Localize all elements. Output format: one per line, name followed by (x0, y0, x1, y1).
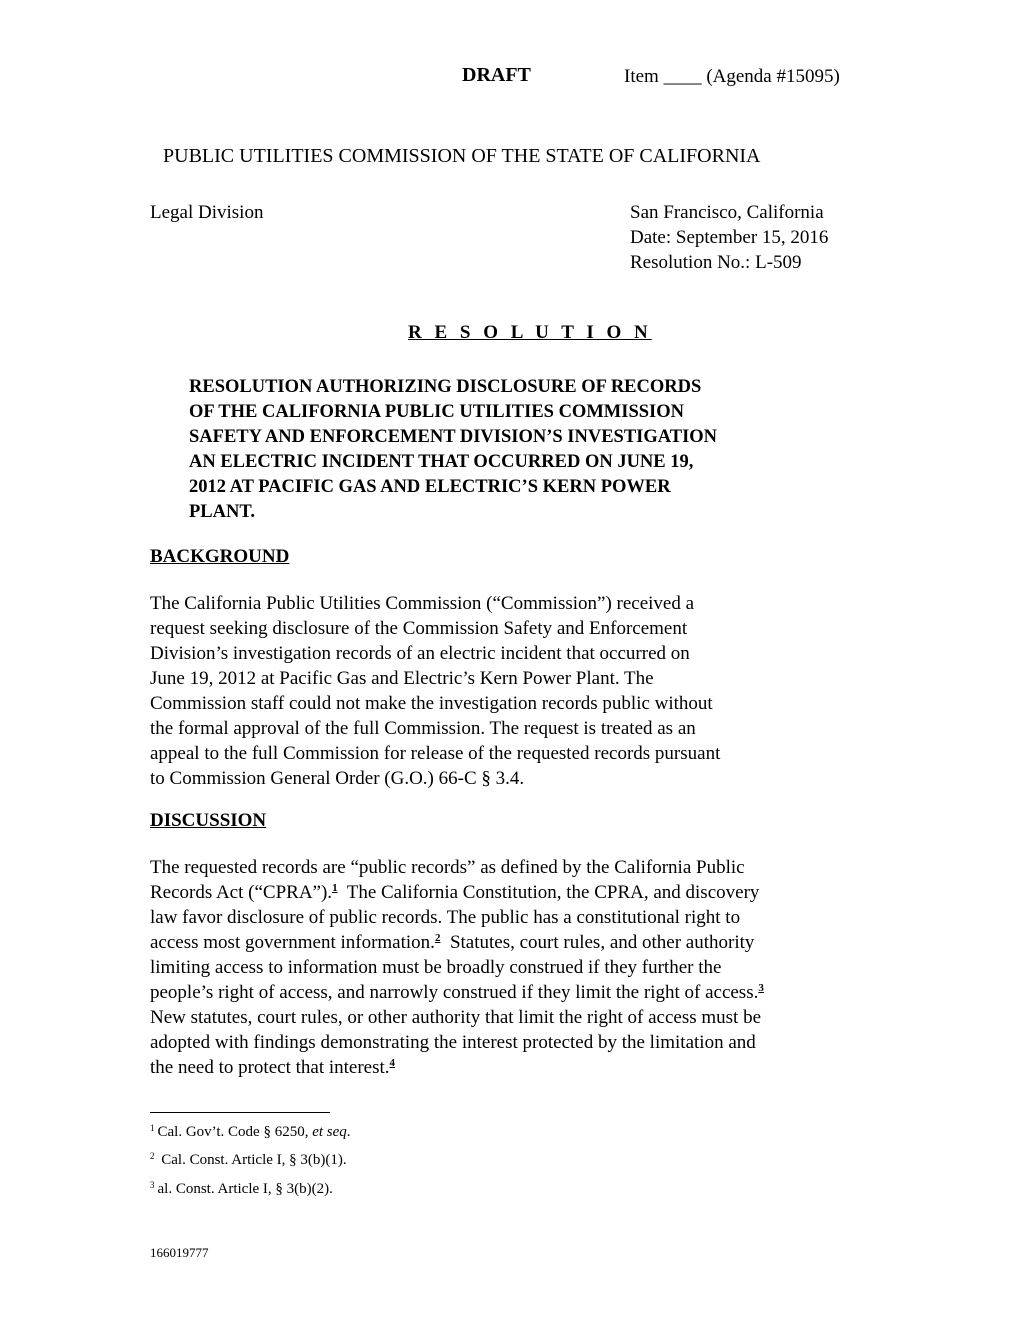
paragraph-line (150, 1055, 870, 1080)
paragraph-line: to Commission General Order (G.O.) 66-C § 3.4. (150, 768, 525, 789)
footnote-ref-3[interactable]: 3 (758, 982, 764, 994)
resolution-heading: R E S O L U T I O N (408, 322, 652, 343)
paragraph-line: adopted with findings demonstrating the interest protected by the limitation and (150, 1032, 756, 1053)
footnote-number: 3 (150, 1180, 155, 1190)
discussion-paragraph (150, 855, 870, 1080)
paragraph-line: June 19, 2012 at Pacific Gas and Electric’s Kern Power Plant. The (150, 668, 654, 689)
paragraph-line: New statutes, court rules, or other authority that limit the right of access must be (150, 1007, 762, 1028)
footnote-italic: et seq (312, 1124, 347, 1140)
draft-label: DRAFT (462, 64, 531, 86)
document-number: 166019777 (150, 1245, 209, 1260)
footnote-ref-1[interactable]: 1 (332, 882, 338, 894)
caption-line: 2012 AT PACIFIC GAS AND ELECTRIC’S KERN POWER (189, 477, 671, 497)
footnote-text: . (346, 1124, 351, 1140)
text-segment: Statutes, court rules, and other authority (440, 932, 755, 953)
caption-line: PLANT. (189, 502, 255, 522)
paragraph-line: The requested records are “public records” as defined by the California Public (150, 857, 745, 878)
paragraph-line (150, 880, 870, 905)
paragraph-line: Division’s investigation records of an electric incident that occurred on (150, 643, 690, 664)
caption-line: SAFETY AND ENFORCEMENT DIVISION’S INVESTIGATION (189, 427, 718, 447)
agency-title: PUBLIC UTILITIES COMMISSION OF THE STATE OF CALIFORNIA (163, 145, 761, 167)
background-paragraph (150, 591, 870, 791)
footnote-divider (150, 1112, 330, 1113)
text-segment: Records Act (“CPRA”). (150, 882, 333, 903)
paragraph-line: law favor disclosure of public records. The public has a constitutional right to (150, 907, 741, 928)
footnote-number: 1 (150, 1123, 155, 1133)
footnote-1 (150, 1124, 351, 1141)
location-label: San Francisco, California (630, 202, 824, 223)
resolution-number: Resolution No.: L-509 (630, 252, 802, 273)
paragraph-line (150, 980, 870, 1005)
caption-line: RESOLUTION AUTHORIZING DISCLOSURE OF RECORDS (189, 377, 702, 397)
text-segment: The California Constitution, the CPRA, and discovery (337, 882, 760, 903)
discussion-heading: DISCUSSION (150, 810, 267, 831)
resolution-caption (189, 375, 829, 525)
background-heading: BACKGROUND (150, 546, 290, 567)
paragraph-line: The California Public Utilities Commission (“Commission”) received a (150, 593, 695, 614)
paragraph-line (150, 930, 870, 955)
text-segment: access most government information. (150, 932, 435, 953)
caption-line: AN ELECTRIC INCIDENT THAT OCCURRED ON JUNE 19, (189, 452, 694, 472)
item-agenda-label: Item ____ (Agenda #15095) (624, 66, 840, 87)
footnote-text: Cal. Gov’t. Code § 6250, (157, 1124, 313, 1140)
footnote-2 (150, 1152, 347, 1169)
caption-line: OF THE CALIFORNIA PUBLIC UTILITIES COMMISSION (189, 402, 684, 422)
footnote-ref-2[interactable]: 2 (434, 932, 441, 944)
date-label: Date: September 15, 2016 (630, 227, 829, 248)
footnote-ref-4[interactable]: 4 (389, 1057, 396, 1069)
paragraph-line: the formal approval of the full Commission. The request is treated as an (150, 718, 696, 739)
footnote-number: 2 (150, 1151, 155, 1161)
footnote-text: al. Const. Article I, § 3(b)(2). (157, 1181, 333, 1197)
footnote-text: Cal. Const. Article I, § 3(b)(1). (157, 1152, 347, 1168)
division-label: Legal Division (150, 202, 264, 223)
paragraph-line: limiting access to information must be broadly construed if they further the (150, 957, 722, 978)
footnote-3 (150, 1181, 333, 1198)
text-segment: people’s right of access, and narrowly construed if they limit the right of access. (150, 982, 759, 1003)
paragraph-line: appeal to the full Commission for release of the requested records pursuant (150, 743, 721, 764)
paragraph-line: request seeking disclosure of the Commission Safety and Enforcement (150, 618, 688, 639)
paragraph-line: Commission staff could not make the investigation records public without (150, 693, 713, 714)
text-segment: the need to protect that interest. (150, 1057, 390, 1078)
